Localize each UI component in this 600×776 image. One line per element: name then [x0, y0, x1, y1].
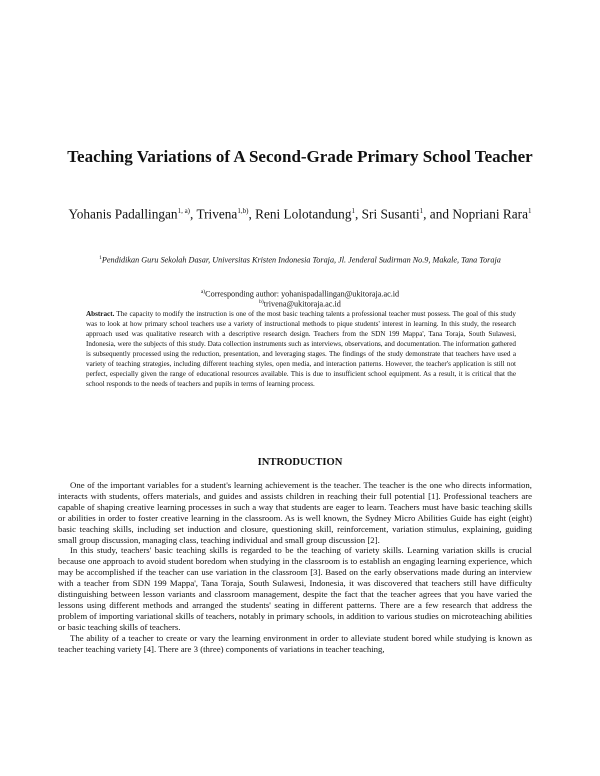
- author-separator: ,: [190, 206, 197, 222]
- secondary-email-mark: b): [259, 299, 264, 305]
- secondary-email-text: trivena@ukitoraja.ac.id: [263, 299, 341, 309]
- author-separator: , and: [423, 206, 453, 222]
- affiliation-mark: 1: [99, 255, 102, 261]
- introduction-body: [58, 480, 532, 655]
- author-list: [60, 202, 540, 223]
- section-heading-introduction: INTRODUCTION: [257, 457, 343, 468]
- author-name: Sri Susanti: [361, 206, 420, 222]
- author-affiliation-mark: 1: [419, 207, 424, 215]
- affiliation-text: Pendidikan Guru Sekolah Dasar, Universitas Kristen Indonesia Toraja, Jl. Jenderal Sudirman No.9, Makale, Tana Toraja: [101, 255, 501, 265]
- author-affiliation-mark: 1: [351, 207, 355, 215]
- abstract-text: The capacity to modify the instruction is one of the most basic teaching talents a professional teacher must possess. The goal of this study was to look at how primary school teachers use a variety of instructional methods to pique students' interest in learning. In this study, the research approach used was qualitative research with a descriptive research design. Teachers from the SDN 199 Mappa', Tana Toraja, South Sulawesi, Indonesia, were the subjects of this study. Data collection instruments such as interviews, observations, and documentation. The information gathered is subsequently processed using the reduction, presentation, and leveraging stages. The findings of the study demonstrate that teachers have used a variety of teaching strategies, including different teaching styles, open media, and interaction patterns. However, the teacher's application is still not perfect, especially given the range of educational resources available. This is due to insufficient school equipment. As a result, it is critical that the school responds to the needs of teachers and pupils in terms of learning process.: [86, 310, 516, 389]
- author-name: Nopriani Rara: [452, 206, 529, 222]
- author-name: Reni Lolotandung: [255, 206, 352, 222]
- author-name: Yohanis Padallingan: [68, 206, 178, 222]
- affiliation: [68, 253, 532, 266]
- secondary-email: [60, 297, 540, 310]
- author-separator: ,: [248, 206, 256, 222]
- paper-title: Teaching Variations of A Second-Grade Primary School Teacher: [67, 147, 533, 166]
- author-name: Trivena: [196, 206, 238, 222]
- author-affiliation-mark: 1,b): [237, 207, 249, 215]
- abstract: [86, 309, 516, 389]
- author-affiliation-mark: 1: [528, 207, 532, 215]
- paragraph: One of the important variables for a student's learning achievement is the teacher. The teacher is the one who directs information, interacts with students, offers materials, and guides and assists children in reaching their full potential [1]. Professional teachers are capable of shaping creative learning processes in such a way that students are eager to learn. Teachers must have basic teaching skills or abilities in order to foster creative learning in the classroom. As is well known, the Sydney Micro Abilities Guide has eight (eight) basic teaching skills, including set induction and closure, questioning skill, reinforcement, variation stimulus, explaining, guiding small group discussion, managing class, teaching individual and small group discussion [2].: [58, 480, 532, 545]
- paragraph: The ability of a teacher to create or vary the learning environment in order to alleviate student bored while studying is known as teacher teaching variety [4]. There are 3 (three) components of variations in teacher teaching,: [58, 632, 532, 654]
- corresponding-mark: a): [200, 289, 206, 295]
- abstract-label: Abstract.: [86, 310, 115, 318]
- author-separator: ,: [354, 206, 362, 222]
- paragraph: In this study, teachers' basic teaching skills is regarded to be the teaching of variety skills. Learning variation skills is crucial because one approach to avoid student boredom when studying in the classroom is to establish an engaging learning experience, which may be accomplished if the teacher can use variation in the classroom [3]. Based on the early observations made during an interview with a teacher from SDN 199 Mappa', Tana Toraja, South Sulawesi, Indonesia, it was discovered that teachers still have difficulty distinguishing between lesson variants and classroom management, despite the fact that the teacher agrees that you have varied the lessons using different methods and arranged the students' seating in different patterns. There are a few research that address the problem of importing variational skills of teachers, notably in primary schools, in addition to various studies on microteaching abilities or basic teaching skills of teachers.: [58, 545, 532, 632]
- corresponding-email: Corresponding author: yohanispadallingan@ukitoraja.ac.id: [205, 289, 400, 299]
- author-affiliation-mark: 1, a): [177, 207, 191, 215]
